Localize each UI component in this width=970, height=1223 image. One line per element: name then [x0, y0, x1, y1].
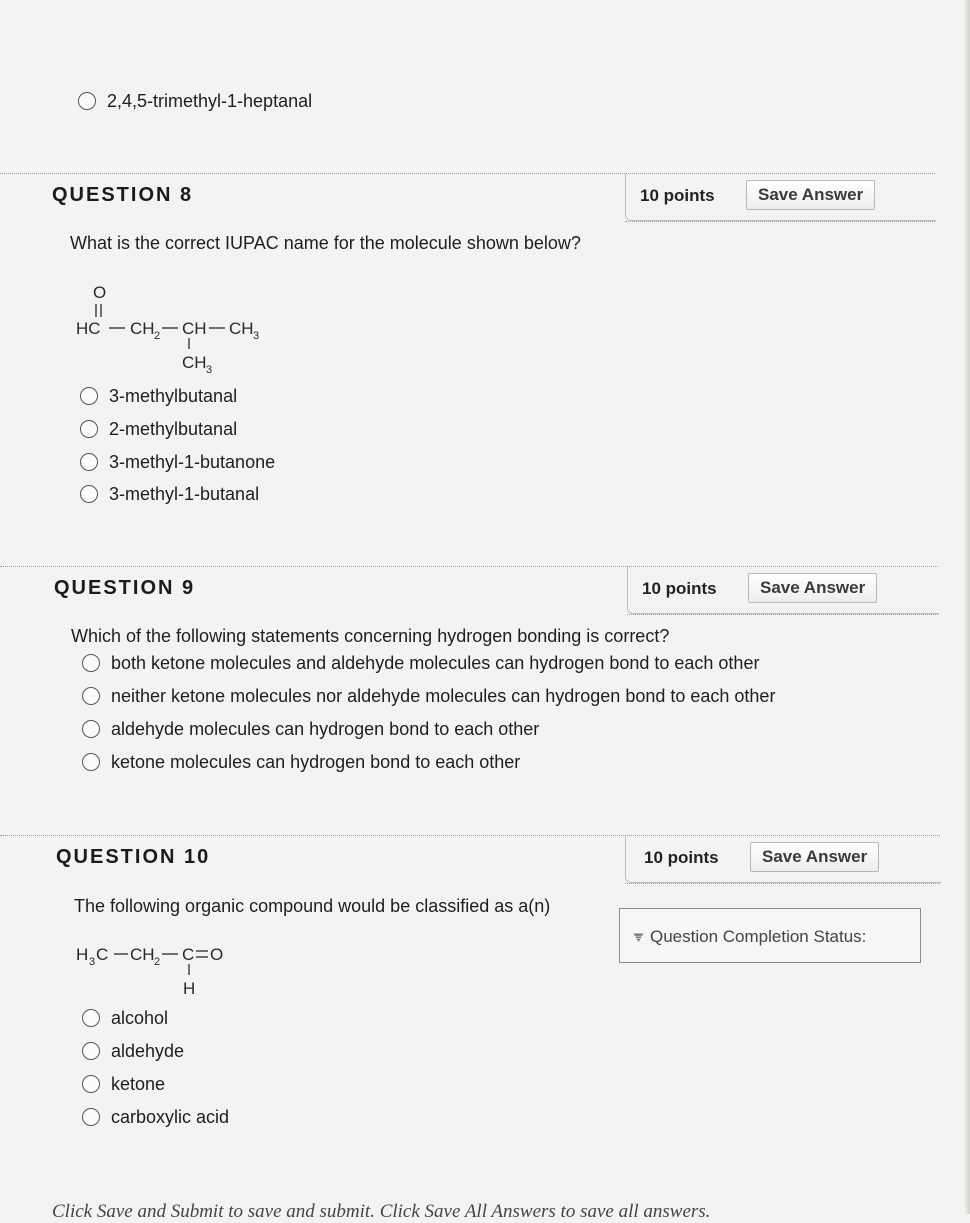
completion-status-label: Question Completion Status: — [650, 927, 867, 946]
option-label: 2-methylbutanal — [109, 418, 238, 439]
question-8-points-box — [625, 174, 936, 221]
collapse-arrow-icon[interactable] — [633, 933, 644, 943]
atom-label: O — [93, 283, 107, 302]
option-label: neither ketone molecules nor aldehyde molecules can hydrogen bond to each other — [111, 685, 776, 706]
option-aldehyde-can-hydrogen-bond[interactable] — [82, 717, 539, 741]
save-answer-button[interactable]: Save Answer — [746, 180, 875, 210]
atom-label: O — [210, 945, 224, 964]
option-3-methylbutanal[interactable] — [80, 384, 237, 408]
atom-label: C — [182, 945, 195, 964]
option-label: 2,4,5-trimethyl-1-heptanal — [107, 90, 313, 111]
option-2-4-5-trimethyl-1-heptanal[interactable] — [78, 89, 312, 113]
atom-label: C — [96, 945, 109, 964]
option-label: carboxylic acid — [111, 1106, 230, 1127]
subscript: 3 — [253, 330, 260, 342]
question-8-prompt: What is the correct IUPAC name for the molecule shown below? — [70, 233, 581, 253]
question-10-prompt: The following organic compound would be classified as a(n) — [74, 896, 551, 916]
question-8-title: QUESTION 8 — [52, 184, 194, 206]
question-completion-status-panel[interactable] — [619, 908, 921, 963]
points-divider — [625, 221, 935, 222]
option-both-can-hydrogen-bond[interactable] — [82, 651, 759, 675]
radio-button[interactable] — [82, 1075, 100, 1093]
points-divider — [625, 883, 940, 884]
radio-button[interactable] — [82, 1042, 100, 1060]
points-divider — [627, 614, 938, 615]
radio-button[interactable] — [82, 753, 100, 771]
option-label: alcohol — [111, 1007, 169, 1028]
option-label: aldehyde — [111, 1040, 185, 1061]
option-aldehyde[interactable] — [82, 1039, 184, 1063]
option-label: aldehyde molecules can hydrogen bond to each other — [111, 718, 540, 739]
option-label: 3-methylbutanal — [109, 385, 238, 406]
atom-label: CH — [182, 353, 207, 372]
molecule-structure-q8 — [70, 278, 300, 380]
question-9-prompt: Which of the following statements concerning hydrogen bonding is correct? — [71, 626, 670, 646]
points-label: 10 points — [644, 848, 719, 867]
option-alcohol[interactable] — [82, 1006, 168, 1030]
question-10-points-box — [625, 836, 941, 883]
atom-label: CH — [130, 319, 155, 338]
footer-instructions: Click Save and Submit to save and submit. Click Save All Answers to save all answers. — [52, 1201, 711, 1222]
option-ketone[interactable] — [82, 1072, 165, 1096]
question-10-title: QUESTION 10 — [56, 846, 211, 868]
option-neither-can-hydrogen-bond[interactable] — [82, 684, 775, 708]
points-label: 10 points — [642, 579, 717, 598]
radio-button[interactable] — [82, 654, 100, 672]
radio-button[interactable] — [80, 485, 98, 503]
subscript: 2 — [154, 956, 161, 968]
save-answer-button[interactable]: Save Answer — [748, 573, 877, 603]
option-ketone-can-hydrogen-bond[interactable] — [82, 750, 520, 774]
option-2-methylbutanal[interactable] — [80, 417, 237, 441]
radio-button[interactable] — [78, 92, 96, 110]
radio-button[interactable] — [80, 453, 98, 471]
radio-button[interactable] — [82, 720, 100, 738]
radio-button[interactable] — [82, 1009, 100, 1027]
page-edge — [964, 0, 970, 1214]
radio-button[interactable] — [80, 420, 98, 438]
radio-button[interactable] — [82, 687, 100, 705]
option-label: ketone molecules can hydrogen bond to each other — [111, 751, 521, 772]
radio-button[interactable] — [80, 387, 98, 405]
atom-label: CH — [229, 319, 254, 338]
option-label: both ketone molecules and aldehyde molecules can hydrogen bond to each other — [111, 652, 760, 673]
subscript: 3 — [206, 364, 213, 376]
question-9-title: QUESTION 9 — [54, 577, 196, 599]
question-9-points-box — [627, 567, 939, 614]
option-label: 3-methyl-1-butanone — [109, 451, 276, 472]
option-label: ketone — [111, 1073, 166, 1094]
subscript: 3 — [89, 956, 96, 968]
points-label: 10 points — [640, 186, 715, 205]
radio-button[interactable] — [82, 1108, 100, 1126]
option-3-methyl-1-butanal[interactable] — [80, 482, 259, 506]
atom-label: HC — [76, 319, 101, 338]
molecule-structure-q10 — [74, 938, 274, 1004]
option-label: 3-methyl-1-butanal — [109, 483, 260, 504]
option-3-methyl-1-butanone[interactable] — [80, 450, 275, 474]
atom-label: H — [183, 979, 196, 998]
atom-label: CH — [182, 319, 207, 338]
atom-label: CH — [130, 945, 155, 964]
option-carboxylic-acid[interactable] — [82, 1105, 229, 1129]
atom-label: H — [76, 945, 89, 964]
subscript: 2 — [154, 330, 161, 342]
save-answer-button[interactable]: Save Answer — [750, 842, 879, 872]
